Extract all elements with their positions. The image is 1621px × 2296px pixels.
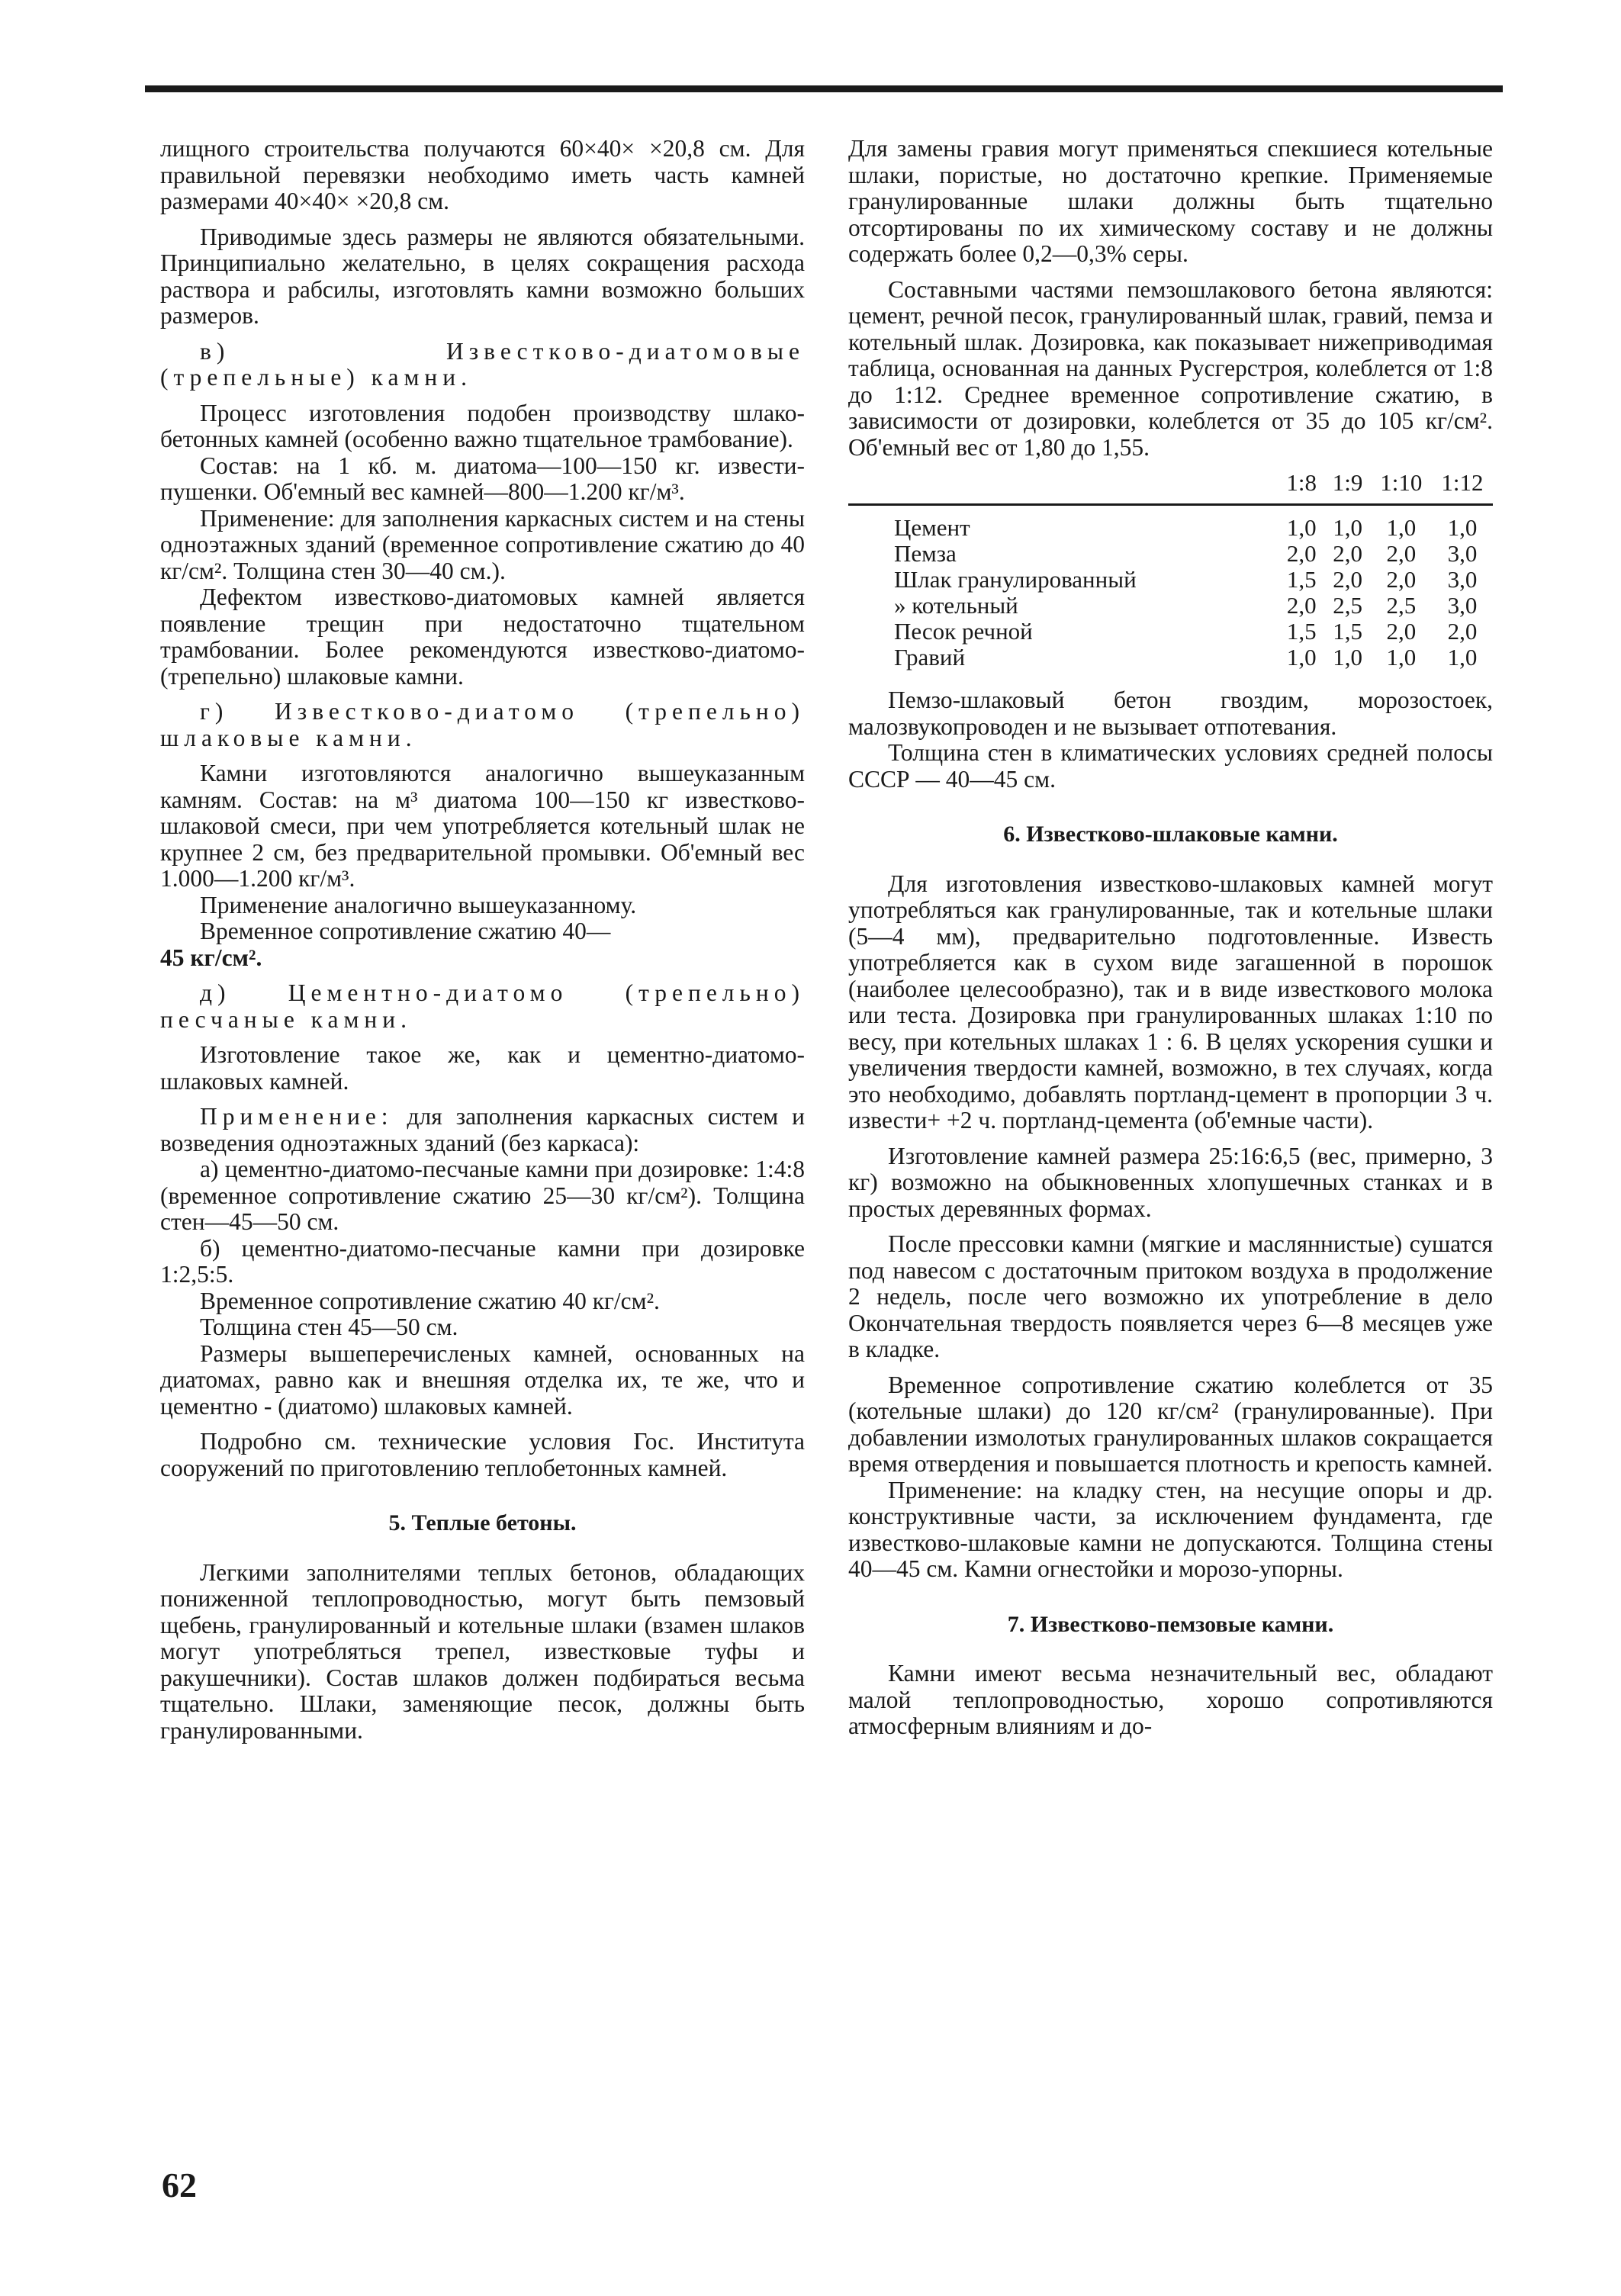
paragraph: Изготовление такое же, как и цементно-диатомо-шлаковых камней. <box>160 1041 805 1095</box>
table-cell: 1,0 <box>1386 514 1417 541</box>
paragraph: Составными частями пемзошлакового бетона являются: цемент, речной песок, гранулированный шлак, гравий, пемза и котельный шлак. Дозировка, как показывает нижеприводимая таблица, основанная на данных Русгерстроя, колеблется от 1:8 до 1:12. Среднее временное сопротивление сжатию, в зависимости от дозировки, колеблется от 35 до 105 кг/см². Об'емный вес от 1,80 до 1,55. <box>848 275 1493 461</box>
table-header-cell: 1:8 <box>1278 470 1324 505</box>
table-cell-material: Гравий <box>894 644 966 670</box>
paragraph: Дефектом известково-диатомовых камней является появление трещин при недостаточно тщательном трамбовании. Более рекомендуются известково-диатомо-(трепельно) шлаковые камни. <box>160 584 805 690</box>
table-cell: 1,5 <box>1286 566 1317 593</box>
table-cell-material: Пемза <box>894 540 957 567</box>
table-cell: 1,0 <box>1333 644 1362 670</box>
paragraph: Состав: на 1 кб. м. диатома—100—150 кг. извести-пушенки. Об'емный вес камней—800—1.200 кг/м³. <box>160 452 805 505</box>
paragraph: Толщина стен 45—50 см. <box>200 1314 458 1340</box>
paragraph: Применение: на кладку стен, на несущие опоры и др. конструктивные части, за исключением фундамента, где известково-шлаковые камни не допускаются. Толщина стены 40—45 см. Камни огнестойки и морозо-упорны. <box>848 1476 1493 1582</box>
subheading-d: д) Цементно-диатомо (трепельно) песчаные камни. <box>160 979 805 1033</box>
table-cell: 1,0 <box>1447 514 1478 541</box>
table-cell: 1,0 <box>1386 644 1417 670</box>
table-cell: 2,0 <box>1286 592 1317 619</box>
paragraph: Для замены гравия могут применяться спекшиеся котельные шлаки, пористые, но достаточно крепкие. Применяемые гранулированные шлаки должны быть тщательно отсортированы по их химическому составу и не должны содержать более 0,2—0,3% серы. <box>848 135 1493 267</box>
paragraph: Процесс изготовления подобен производству шлако-бетонных камней (особенно важно тщательное трамбование). <box>160 399 805 452</box>
table-cell-material: Шлак гранулированный <box>894 566 1137 593</box>
table-row <box>848 619 1493 645</box>
paragraph: Временное сопротивление сжатию 40— <box>200 918 611 944</box>
table-cell: 2,5 <box>1333 592 1362 619</box>
table-cell: 3,0 <box>1447 540 1478 567</box>
table-row <box>848 541 1493 567</box>
section-5-title: 5. Теплые бетоны. <box>388 1510 577 1535</box>
paragraph: Изготовление камней размера 25:16:6,5 (вес, примерно, 3 кг) возможно на обыкновенных хлопушечных станках и в простых деревянных формах. <box>848 1142 1493 1222</box>
left-column <box>160 136 805 1753</box>
table-cell: 1,0 <box>1286 644 1317 670</box>
table-cell-material: Цемент <box>894 514 970 541</box>
table-cell: 2,0 <box>1386 540 1417 567</box>
paragraph: 45 кг/см². <box>160 944 262 971</box>
table-cell: 2,0 <box>1447 618 1478 645</box>
table-cell: 3,0 <box>1447 566 1478 593</box>
table-cell-material: » котельный <box>894 592 1018 619</box>
paragraph <box>160 1104 805 1156</box>
page-number: 62 <box>162 2166 197 2204</box>
table-header-row <box>848 470 1493 505</box>
table-row <box>848 505 1493 542</box>
paragraph: Камни изготовляются аналогично вышеуказанным камням. Состав: на м³ диатома 100—150 кг известково-шлаковой смеси, при чем употребляется котельный шлак не крупнее 2 см, без предварительной промывки. Об'емный вес 1.000—1.200 кг/м³. <box>160 760 805 892</box>
table-header-material <box>848 470 1278 505</box>
table-cell: 2,5 <box>1386 592 1417 619</box>
dosage-table <box>848 470 1493 670</box>
subheading-g: г) Известково-диатомо (трепельно) шлаковые камни. <box>160 698 805 751</box>
table-header-cell: 1:12 <box>1432 470 1493 505</box>
table-row <box>848 593 1493 619</box>
section-7-title: 7. Известково-пемзовые камни. <box>1007 1611 1334 1637</box>
paragraph: Пемзо-шлаковый бетон гвоздим, морозостоек, малозвукопроводен и не вызывает отпотевания. <box>848 687 1493 740</box>
table-cell: 2,0 <box>1386 618 1417 645</box>
paragraph: Толщина стен в климатических условиях средней полосы СССР — 40—45 см. <box>848 739 1493 793</box>
table-cell: 1,0 <box>1333 514 1362 541</box>
paragraph: Приводимые здесь размеры не являются обязательными. Принципиально желательно, в целях сокращения расхода раствора и рабсилы, изготовлять камни возможно больших размеров. <box>160 223 805 329</box>
table-row <box>848 567 1493 593</box>
paragraph: лищного строительства получаются 60×40× ×20,8 см. Для правильной перевязки необходимо иметь часть камней размерами 40×40× ×20,8 см. <box>160 135 805 214</box>
section-6-title: 6. Известково-шлаковые камни. <box>1003 822 1338 847</box>
table-cell: 1,0 <box>1286 514 1317 541</box>
paragraph: б) цементно-диатомо-песчаные камни при дозировке 1:2,5:5. <box>160 1234 805 1288</box>
table-cell: 1,5 <box>1333 618 1362 645</box>
paragraph: а) цементно-диатомо-песчаные камни при дозировке: 1:4:8 (временное сопротивление сжатию 25—30 кг/см²). Толщина стен—45—50 см. <box>160 1156 805 1235</box>
table-cell-material: Песок речной <box>894 618 1033 645</box>
table-row <box>848 645 1493 670</box>
table-cell: 1,5 <box>1286 618 1317 645</box>
right-column <box>848 136 1493 1749</box>
table-cell: 2,0 <box>1386 566 1417 593</box>
paragraph: Применение: для заполнения каркасных систем и на стены одноэтажных зданий (временное сопротивление сжатию до 40 кг/см². Толщина стен 30—40 см.). <box>160 504 805 584</box>
paragraph: Камни имеют весьма незначительный вес, обладают малой теплопроводностью, хорошо сопротивляются атмосферным влияниям и до- <box>848 1660 1493 1739</box>
table-cell: 2,0 <box>1333 540 1362 567</box>
application-text: для заполнения каркасных систем и возведения одноэтажных зданий (без каркаса): <box>160 1103 805 1156</box>
table-header-cell: 1:9 <box>1324 470 1370 505</box>
paragraph: Применение аналогично вышеуказанному. <box>200 891 637 918</box>
subheading-v: в) Известково-диатомовые (трепельные) камни. <box>160 337 805 391</box>
paragraph: Для изготовления известково-шлаковых камней могут употребляться как гранулированные, так и котельные шлаки (5—4 мм), предварительно подготовленные. Известь употребляется как в сухом виде загашенной в порошок (наиболее целесообразно), так и в виде известкового молока или теста. Дозировка при гранулированных шлаках 1:10 по весу, при котельных шлаках 1 : 6. В целях ускорения сушки и увеличения твердости камней, возможно, в тех случаях, когда это необходимо, добавлять портланд-цемент в пропорции 3 ч. извести+ +2 ч. портланд-цемента (об'емные части). <box>848 870 1493 1134</box>
table-cell: 1,0 <box>1447 644 1478 670</box>
paragraph: Временное сопротивление сжатию 40 кг/см². <box>200 1287 660 1314</box>
paragraph: Размеры вышеперечисленых камней, основанных на диатомах, равно как и внешняя отделка их, те же, что и цементно - (диатомо) шлаковых камней. <box>160 1339 805 1420</box>
top-rule <box>145 85 1503 92</box>
application-label: Применение: <box>200 1103 394 1130</box>
paragraph: Легкими заполнителями теплых бетонов, обладающих пониженной теплопроводностью, могут быть пемзовый щебень, гранулированный и котельные шлаки (взамен шлаков могут употребляться трепел, известковые туфы и ракушечники). Состав шлаков должен подбираться весьма тщательно. Шлаки, заменяющие песок, должны быть гранулированными. <box>160 1558 805 1744</box>
table-header-cell: 1:10 <box>1371 470 1432 505</box>
table-cell: 2,0 <box>1333 566 1362 593</box>
paragraph: После прессовки камни (мягкие и масляннистые) сушатся под навесом с достаточным притоком воздуха в продолжение 2 недель, после чего возможно их употребление в дело Окончательная твердость появляется через 6—8 месяцев уже в кладке. <box>848 1230 1493 1362</box>
table-cell: 3,0 <box>1447 592 1478 619</box>
table-cell: 2,0 <box>1286 540 1317 567</box>
paragraph: Временное сопротивление сжатию колеблется от 35 (котельные шлаки) до 120 кг/см² (гранулированные). При добавлении измолотых гранулированных шлаков сокращается время отвердения и повышается плотность и крепость камней. <box>848 1371 1493 1477</box>
paragraph: Подробно см. технические условия Гос. Института сооружений по приготовлению теплобетонных камней. <box>160 1428 805 1481</box>
